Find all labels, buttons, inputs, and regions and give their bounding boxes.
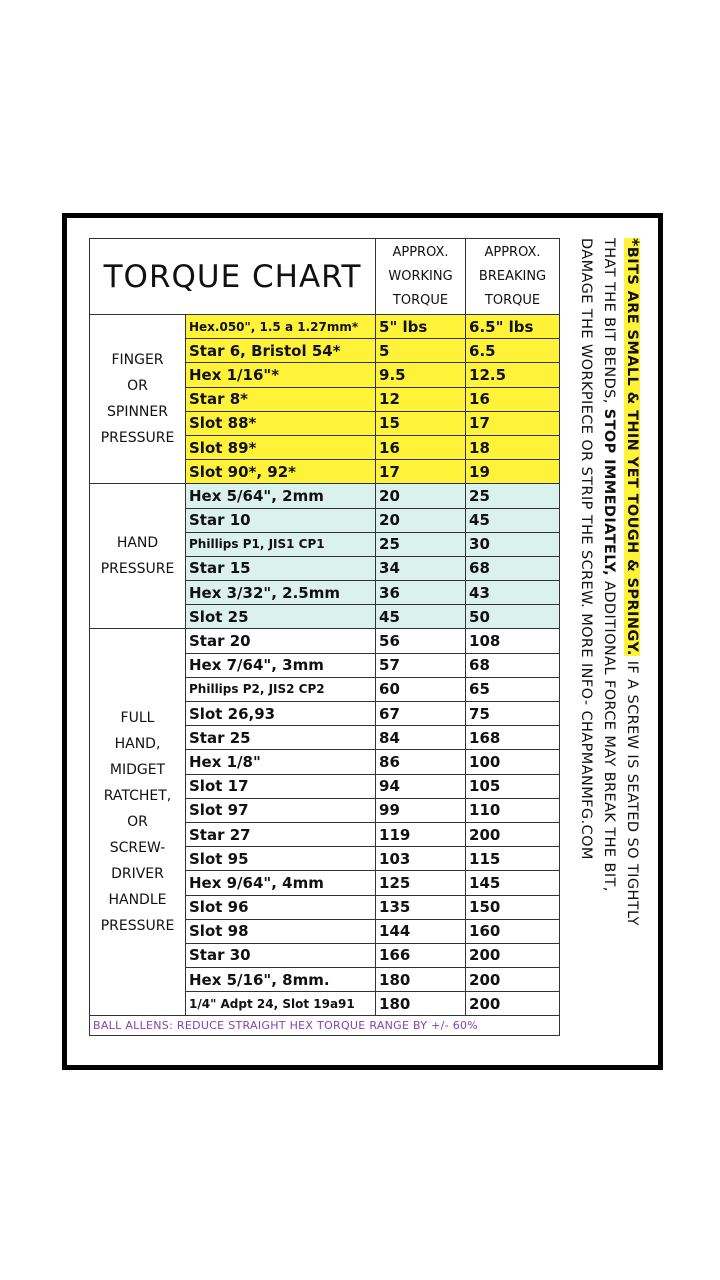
working-torque-cell: 99 <box>376 798 466 822</box>
bit-name-cell: Slot 25 <box>186 605 376 629</box>
breaking-torque-cell: 200 <box>466 968 560 992</box>
breaking-torque-cell: 150 <box>466 895 560 919</box>
breaking-torque-cell: 100 <box>466 750 560 774</box>
asterisk-mark: * <box>624 238 643 247</box>
group-label-line: DRIVER <box>111 866 164 883</box>
bit-name-cell: Hex 5/64", 2mm <box>186 484 376 508</box>
breaking-torque-cell: 6.5" lbs <box>466 315 560 339</box>
breaking-torque-cell: 17 <box>466 411 560 435</box>
breaking-torque-cell: 6.5 <box>466 339 560 363</box>
breaking-torque-cell: 145 <box>466 871 560 895</box>
working-torque-cell: 166 <box>376 943 466 967</box>
working-torque-cell: 180 <box>376 968 466 992</box>
working-torque-cell: 45 <box>376 605 466 629</box>
working-torque-cell: 34 <box>376 556 466 580</box>
working-torque-cell: 12 <box>376 387 466 411</box>
group-label-line: HANDLE <box>108 892 167 909</box>
bit-name-cell: Hex.050", 1.5 a 1.27mm* <box>186 315 376 339</box>
breaking-torque-cell: 25 <box>466 484 560 508</box>
table-body <box>90 315 560 1016</box>
group-label-line: OR <box>127 378 148 395</box>
working-torque-cell: 9.5 <box>376 363 466 387</box>
bit-name-cell: Star 6, Bristol 54* <box>186 339 376 363</box>
working-torque-cell: 20 <box>376 484 466 508</box>
group-label-line: SPINNER <box>107 404 168 421</box>
bit-name-cell: Slot 90*, 92* <box>186 460 376 484</box>
pressure-group-label <box>90 629 186 1016</box>
breaking-torque-cell: 16 <box>466 387 560 411</box>
note-line-2-b: ADDITIONAL FORCE MAY BREAK THE BIT, <box>601 576 617 892</box>
note-stop-immediately: STOP IMMEDIATELY, <box>601 408 617 577</box>
group-label-line: SCREW- <box>109 840 166 857</box>
breaking-header-line: TORQUE <box>484 292 541 308</box>
bit-name-cell: Slot 96 <box>186 895 376 919</box>
working-header-line: TORQUE <box>392 292 449 308</box>
breaking-torque-cell: 200 <box>466 992 560 1016</box>
group-label-line: OR <box>127 814 148 831</box>
working-torque-cell: 67 <box>376 702 466 726</box>
working-torque-cell: 144 <box>376 919 466 943</box>
side-note <box>553 238 645 1046</box>
working-torque-cell: 36 <box>376 581 466 605</box>
breaking-torque-cell: 105 <box>466 774 560 798</box>
breaking-torque-header <box>466 239 560 315</box>
bit-name-cell: Phillips P2, JIS2 CP2 <box>186 677 376 701</box>
breaking-torque-cell: 68 <box>466 556 560 580</box>
working-torque-cell: 15 <box>376 411 466 435</box>
working-torque-cell: 16 <box>376 435 466 459</box>
bit-name-cell: Hex 9/64", 4mm <box>186 871 376 895</box>
breaking-torque-cell: 75 <box>466 702 560 726</box>
bit-name-cell: Slot 98 <box>186 919 376 943</box>
bit-name-cell: Slot 26,93 <box>186 702 376 726</box>
breaking-torque-cell: 168 <box>466 726 560 750</box>
ball-allens-footer: BALL ALLENS: REDUCE STRAIGHT HEX TORQUE RANGE BY +/- 60% <box>90 1016 560 1036</box>
working-torque-cell: 119 <box>376 822 466 846</box>
bit-name-cell: 1/4" Adpt 24, Slot 19a91 <box>186 992 376 1016</box>
note-line-1-rest: IF A SCREW IS SEATED SO TIGHTLY <box>624 655 640 926</box>
bit-name-cell: Star 20 <box>186 629 376 653</box>
group-label-line: MIDGET <box>109 762 166 779</box>
table-row <box>90 484 560 508</box>
note-line-3: DAMAGE THE WORKPIECE OR STRIP THE SCREW. MORE INFO- CHAPMANMFG.COM <box>578 238 594 860</box>
bit-name-cell: Phillips P1, JIS1 CP1 <box>186 532 376 556</box>
working-header-line: APPROX. <box>392 244 449 260</box>
breaking-torque-cell: 43 <box>466 581 560 605</box>
breaking-torque-cell: 12.5 <box>466 363 560 387</box>
bit-name-cell: Star 10 <box>186 508 376 532</box>
working-torque-cell: 125 <box>376 871 466 895</box>
breaking-torque-cell: 19 <box>466 460 560 484</box>
group-label-line: HAND <box>116 535 159 552</box>
bit-name-cell: Star 15 <box>186 556 376 580</box>
bit-name-cell: Hex 3/32", 2.5mm <box>186 581 376 605</box>
pressure-group-label <box>90 315 186 484</box>
working-torque-header <box>376 239 466 315</box>
group-label-line: PRESSURE <box>100 430 175 447</box>
breaking-torque-cell: 68 <box>466 653 560 677</box>
note-highlight-text: BITS ARE SMALL & THIN YET TOUGH & SPRINGY. <box>624 246 640 656</box>
bit-name-cell: Slot 89* <box>186 435 376 459</box>
breaking-torque-cell: 65 <box>466 677 560 701</box>
note-line-1 <box>620 238 645 1046</box>
chart-title: TORQUE CHART <box>90 239 376 315</box>
bit-name-cell: Hex 1/16"* <box>186 363 376 387</box>
breaking-torque-cell: 200 <box>466 943 560 967</box>
breaking-header-line: APPROX. <box>484 244 541 260</box>
working-torque-cell: 25 <box>376 532 466 556</box>
breaking-torque-cell: 108 <box>466 629 560 653</box>
pressure-group-label <box>90 484 186 629</box>
table-row <box>90 315 560 339</box>
working-torque-cell: 56 <box>376 629 466 653</box>
bit-name-cell: Hex 7/64", 3mm <box>186 653 376 677</box>
group-label-line: PRESSURE <box>100 918 175 935</box>
working-torque-cell: 86 <box>376 750 466 774</box>
breaking-torque-cell: 30 <box>466 532 560 556</box>
working-torque-cell: 103 <box>376 847 466 871</box>
breaking-header-line: BREAKING <box>478 268 547 284</box>
working-torque-cell: 17 <box>376 460 466 484</box>
working-torque-cell: 84 <box>376 726 466 750</box>
working-torque-cell: 20 <box>376 508 466 532</box>
bit-name-cell: Slot 97 <box>186 798 376 822</box>
bit-name-cell: Hex 1/8" <box>186 750 376 774</box>
breaking-torque-cell: 18 <box>466 435 560 459</box>
torque-chart-card <box>62 213 663 1070</box>
breaking-torque-cell: 200 <box>466 822 560 846</box>
note-highlight <box>624 238 643 656</box>
working-torque-cell: 94 <box>376 774 466 798</box>
torque-table <box>89 238 560 1036</box>
bit-name-cell: Star 25 <box>186 726 376 750</box>
working-header-line: WORKING <box>388 268 453 284</box>
note-line-2-a: THAT THE BIT BENDS, <box>601 238 617 409</box>
bit-name-cell: Slot 88* <box>186 411 376 435</box>
working-torque-cell: 180 <box>376 992 466 1016</box>
working-torque-cell: 57 <box>376 653 466 677</box>
breaking-torque-cell: 110 <box>466 798 560 822</box>
bit-name-cell: Slot 95 <box>186 847 376 871</box>
group-label-line: RATCHET, <box>103 788 172 805</box>
breaking-torque-cell: 45 <box>466 508 560 532</box>
working-torque-cell: 60 <box>376 677 466 701</box>
bit-name-cell: Star 8* <box>186 387 376 411</box>
bit-name-cell: Star 27 <box>186 822 376 846</box>
bit-name-cell: Hex 5/16", 8mm. <box>186 968 376 992</box>
bit-name-cell: Slot 17 <box>186 774 376 798</box>
breaking-torque-cell: 115 <box>466 847 560 871</box>
working-torque-cell: 5" lbs <box>376 315 466 339</box>
breaking-torque-cell: 160 <box>466 919 560 943</box>
working-torque-cell: 135 <box>376 895 466 919</box>
note-line-2 <box>597 238 620 1046</box>
working-torque-cell: 5 <box>376 339 466 363</box>
table-row <box>90 629 560 653</box>
group-label-line: FULL <box>120 710 155 727</box>
group-label-line: PRESSURE <box>100 561 175 578</box>
bit-name-cell: Star 30 <box>186 943 376 967</box>
breaking-torque-cell: 50 <box>466 605 560 629</box>
group-label-line: HAND, <box>114 736 161 753</box>
group-label-line: FINGER <box>111 352 164 369</box>
